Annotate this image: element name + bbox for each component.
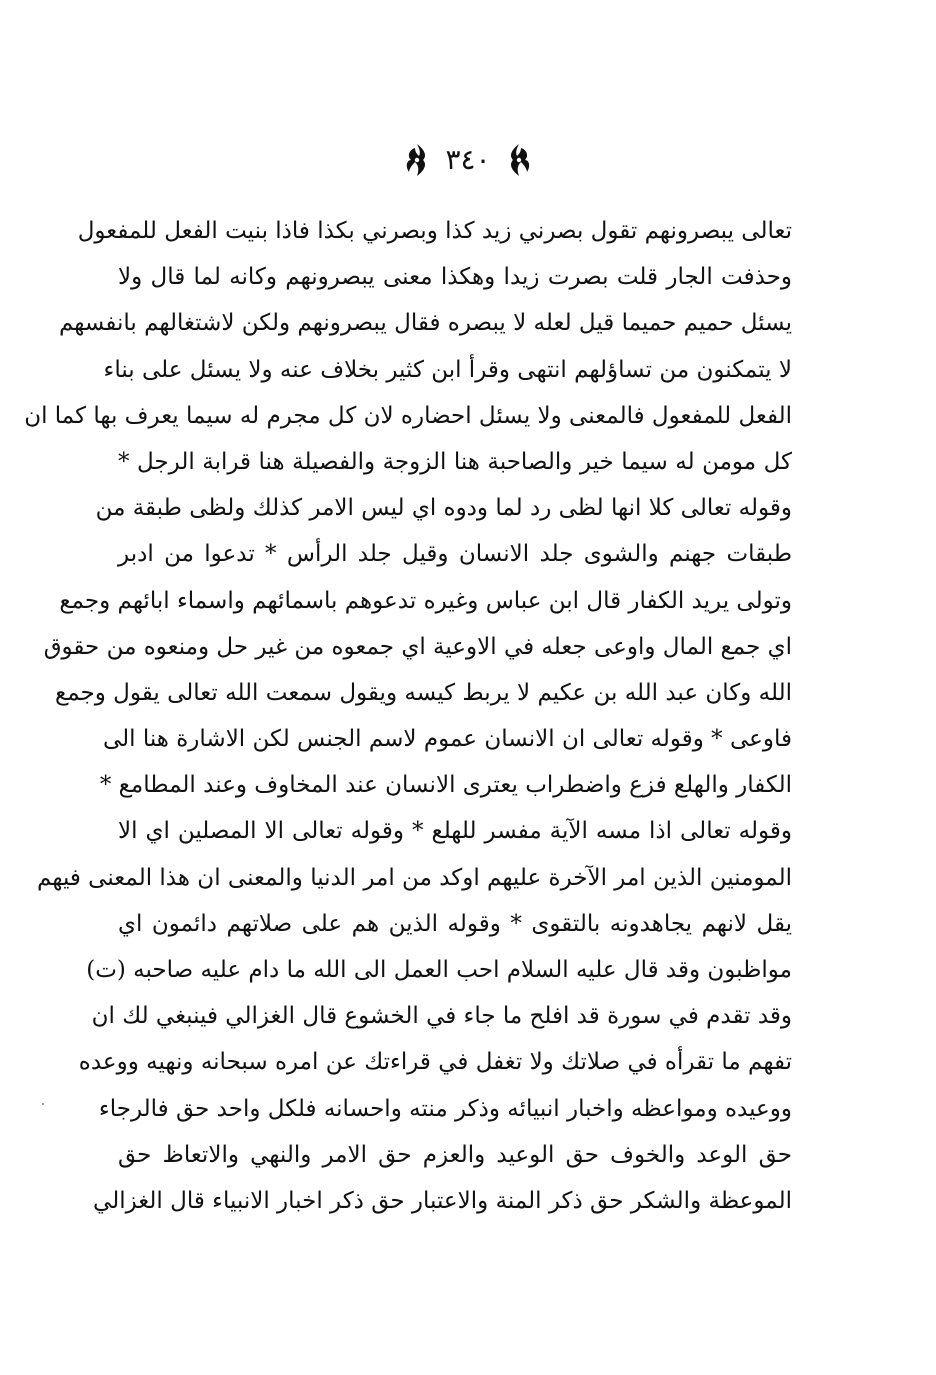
body-text [24, 208, 792, 1224]
text-line: المومنين الذين امر الآخرة عليهم اوكد من امر الدنيا والمعنى ان هذا المعنى فيهم [37, 864, 792, 891]
text-line: اي جمع المال واوعى جعله في الاوعية اي جمعوه من غير حل ومنعوه من حقوق [43, 633, 792, 660]
text-line: لا يتمكنون من تساؤلهم انتهى وقرأ ابن كثير بخلاف عنه ولا يسئل على بناء [103, 356, 792, 383]
text-line: تعالى يبصرونهم تقول بصرني زيد كذا وبصرني بكذا فاذا بنيت الفعل للمفعول [77, 218, 792, 244]
floral-ornament-icon [403, 142, 431, 178]
text-line: مواظبون وقد قال عليه السلام احب العمل الى الله ما دام عليه صاحبه (ت) [86, 957, 792, 983]
text-line: وتولى يريد الكفار قال ابن عباس وغيره تدعوهم باسمائهم واسماء ابائهم وجمع [59, 587, 792, 614]
text-line: فاوعى * وقوله تعالى ان الانسان عموم لاسم الجنس لكن الاشارة هنا الى [102, 726, 792, 753]
text-line: وقوله تعالى كلا انها لظى رد لما ودوه اي ليس الامر كذلك ولظى طبقة من [95, 495, 792, 522]
text-line: حق الوعد والخوف حق الوعيد والعزم حق الامر والنهي والاتعاظ حق [118, 1141, 792, 1168]
text-line: يقل لانهم يجاهدونه بالتقوى * وقوله الذين هم على صلاتهم دائمون اي [118, 910, 792, 937]
text-line: طبقات جهنم والشوى جلد الانسان وقيل جلد الرأس * تدعوا من ادبر [118, 541, 792, 568]
text-line: وقوله تعالى اذا مسه الآية مفسر للهلع * وقوله تعالى الا المصلين اي الا [118, 818, 792, 845]
text-line: تفهم ما تقرأه في صلاتك ولا تغفل في قراءتك عن امره سبحانه ونهيه ووعده [78, 1049, 792, 1076]
text-line: يسئل حميم حميما قيل لعله لا يبصره فقال يبصرونهم ولكن لاشتغالهم بانفسهم [58, 310, 792, 337]
text-line: الموعظة والشكر حق ذكر المنة والاعتبار حق ذكر اخبار الانبياء قال الغزالي [93, 1187, 792, 1214]
text-line: ووعيده ومواعظه واخبار انبيائه وذكر منته واحسانه فلكل واحد حق فالرجاء [98, 1095, 792, 1122]
text-line: وقد تقدم في سورة قد افلح ما جاء في الخشوع قال الغزالي فينبغي لك ان [91, 1003, 792, 1030]
text-line: الله وكان عبد الله بن عكيم لا يربط كيسه ويقول سمعت الله تعالى يقول وجمع [55, 679, 792, 706]
text-line: وحذفت الجار قلت بصرت زيدا وهكذا معنى يبصرونهم وكانه لما قال ولا [118, 264, 792, 291]
text-line: الفعل للمفعول فالمعنى ولا يسئل احضاره لان كل مجرم له سيما يعرف بها كما ان [24, 402, 792, 429]
text-line: كل مومن له سيما خير والصاحبة هنا الزوجة والفصيلة هنا قرابة الرجل * [118, 448, 792, 475]
page-number: ٣٤٠ [445, 143, 491, 176]
text-line: الكفار والهلع فزع واضطراب يعترى الانسان عند المخاوف وعند المطامع * [99, 772, 792, 799]
page-header [0, 138, 936, 182]
margin-dot [42, 1103, 44, 1105]
floral-ornament-icon [505, 142, 533, 178]
